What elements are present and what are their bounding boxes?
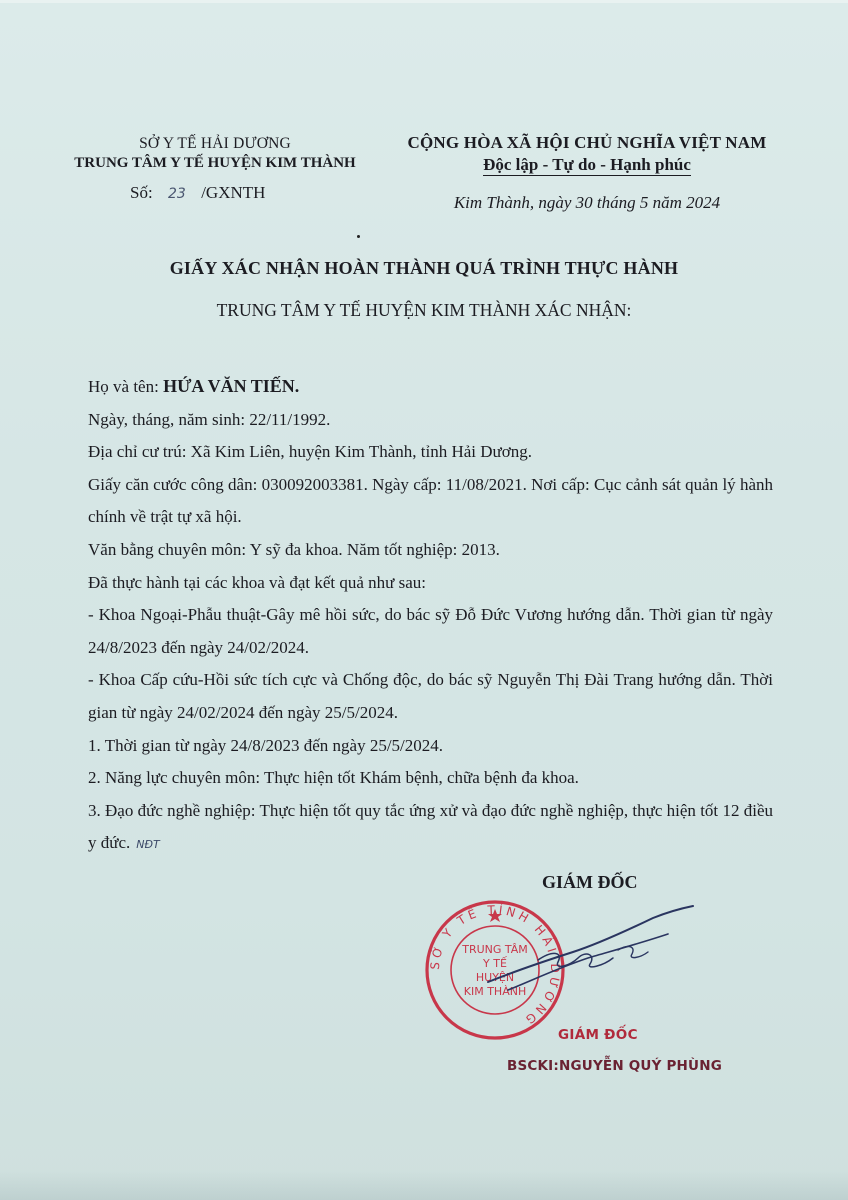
result-item-1: 1. Thời gian từ ngày 24/8/2023 đến ngày 25/5/2024. bbox=[88, 735, 444, 755]
motto-text: Độc lập - Tự do - Hạnh phúc bbox=[483, 155, 691, 174]
seal-line-2: Y TẾ bbox=[483, 957, 507, 970]
number-suffix: /GXNTH bbox=[201, 183, 266, 202]
result-item-2: 2. Năng lực chuyên môn: Thực hiện tốt Khám bệnh, chữa bệnh đa khoa. bbox=[88, 768, 579, 788]
name-label: Họ và tên: bbox=[88, 377, 159, 396]
address-line: Địa chỉ cư trú: Xã Kim Liên, huyện Kim Thành, tỉnh Hải Dương. bbox=[88, 442, 532, 462]
paper-edge bbox=[0, 0, 848, 3]
country-name: CỘNG HÒA XÃ HỘI CHỦ NGHĨA VIỆT NAM bbox=[407, 133, 767, 152]
document-subtitle: TRUNG TÂM Y TẾ HUYỆN KIM THÀNH XÁC NHẬN: bbox=[216, 300, 632, 320]
stamp-position-title: GIÁM ĐỐC bbox=[558, 1027, 638, 1043]
center-name: TRUNG TÂM Y TẾ HUYỆN KIM THÀNH bbox=[74, 155, 356, 171]
document-body bbox=[88, 370, 773, 862]
id-card-line: Giấy căn cước công dân: 030092003381. Ngày cấp: 11/08/2021. Nơi cấp: Cục cảnh sát quản lý hành chính về trật tự xã hội. bbox=[88, 474, 773, 527]
document-number bbox=[130, 183, 265, 203]
practice-item-2: - Khoa Cấp cứu-Hồi sức tích cực và Chống độc, do bác sỹ Nguyễn Thị Đài Trang hướng dẫn. Thời gian từ ngày 24/02/2024 đến ngày 25/5/2024. bbox=[88, 670, 773, 722]
seal-line-1: TRUNG TÂM bbox=[462, 943, 528, 956]
issuer-header bbox=[60, 135, 370, 202]
result-item-3 bbox=[88, 795, 773, 862]
result-item-3-text: 3. Đạo đức nghề nghiệp: Thực hiện tốt quy tắc ứng xử và đạo đức nghề nghiệp, thực hiện tốt 12 điều y đức. bbox=[88, 800, 773, 853]
ink-dot bbox=[357, 235, 360, 238]
seal-line-3: HUYỆN bbox=[475, 971, 515, 984]
practice-item-1: - Khoa Ngoại-Phẫu thuật-Gây mê hồi sức, do bác sỹ Đỗ Đức Vương hướng dẫn. Thời gian từ ngày 24/8/2023 đến ngày 24/02/2024. bbox=[88, 605, 773, 657]
number-label: Số: bbox=[130, 183, 153, 202]
handwritten-initials: NĐT bbox=[136, 838, 160, 852]
name-line bbox=[88, 370, 773, 404]
degree-line: Văn bằng chuyên môn: Y sỹ đa khoa. Năm tốt nghiệp: 2013. bbox=[88, 539, 500, 559]
paper-shadow bbox=[0, 1170, 848, 1200]
national-motto bbox=[382, 155, 792, 175]
national-header bbox=[382, 133, 792, 213]
handwritten-signature bbox=[475, 900, 698, 1000]
signature-title: GIÁM ĐỐC bbox=[542, 872, 638, 892]
signer-name: BSCKI:NGUYỄN QUÝ PHÙNG bbox=[507, 1058, 722, 1074]
document-title: GIẤY XÁC NHẬN HOÀN THÀNH QUÁ TRÌNH THỰC HÀNH bbox=[169, 258, 679, 278]
seal-line-4: KIM THÀNH bbox=[463, 985, 527, 998]
department-name: SỞ Y TẾ HẢI DƯƠNG bbox=[139, 135, 291, 152]
practice-intro: Đã thực hành tại các khoa và đạt kết quả như sau: bbox=[88, 572, 426, 592]
number-value: 23 bbox=[168, 186, 186, 202]
birth-line: Ngày, tháng, năm sinh: 22/11/1992. bbox=[88, 409, 331, 429]
person-name: HỨA VĂN TIẾN. bbox=[163, 376, 300, 396]
place-date: Kim Thành, ngày 30 tháng 5 năm 2024 bbox=[453, 193, 721, 212]
seal-ring-text: SỞ Y TẾ TỈNH HẢI DƯƠNG bbox=[427, 902, 563, 1029]
